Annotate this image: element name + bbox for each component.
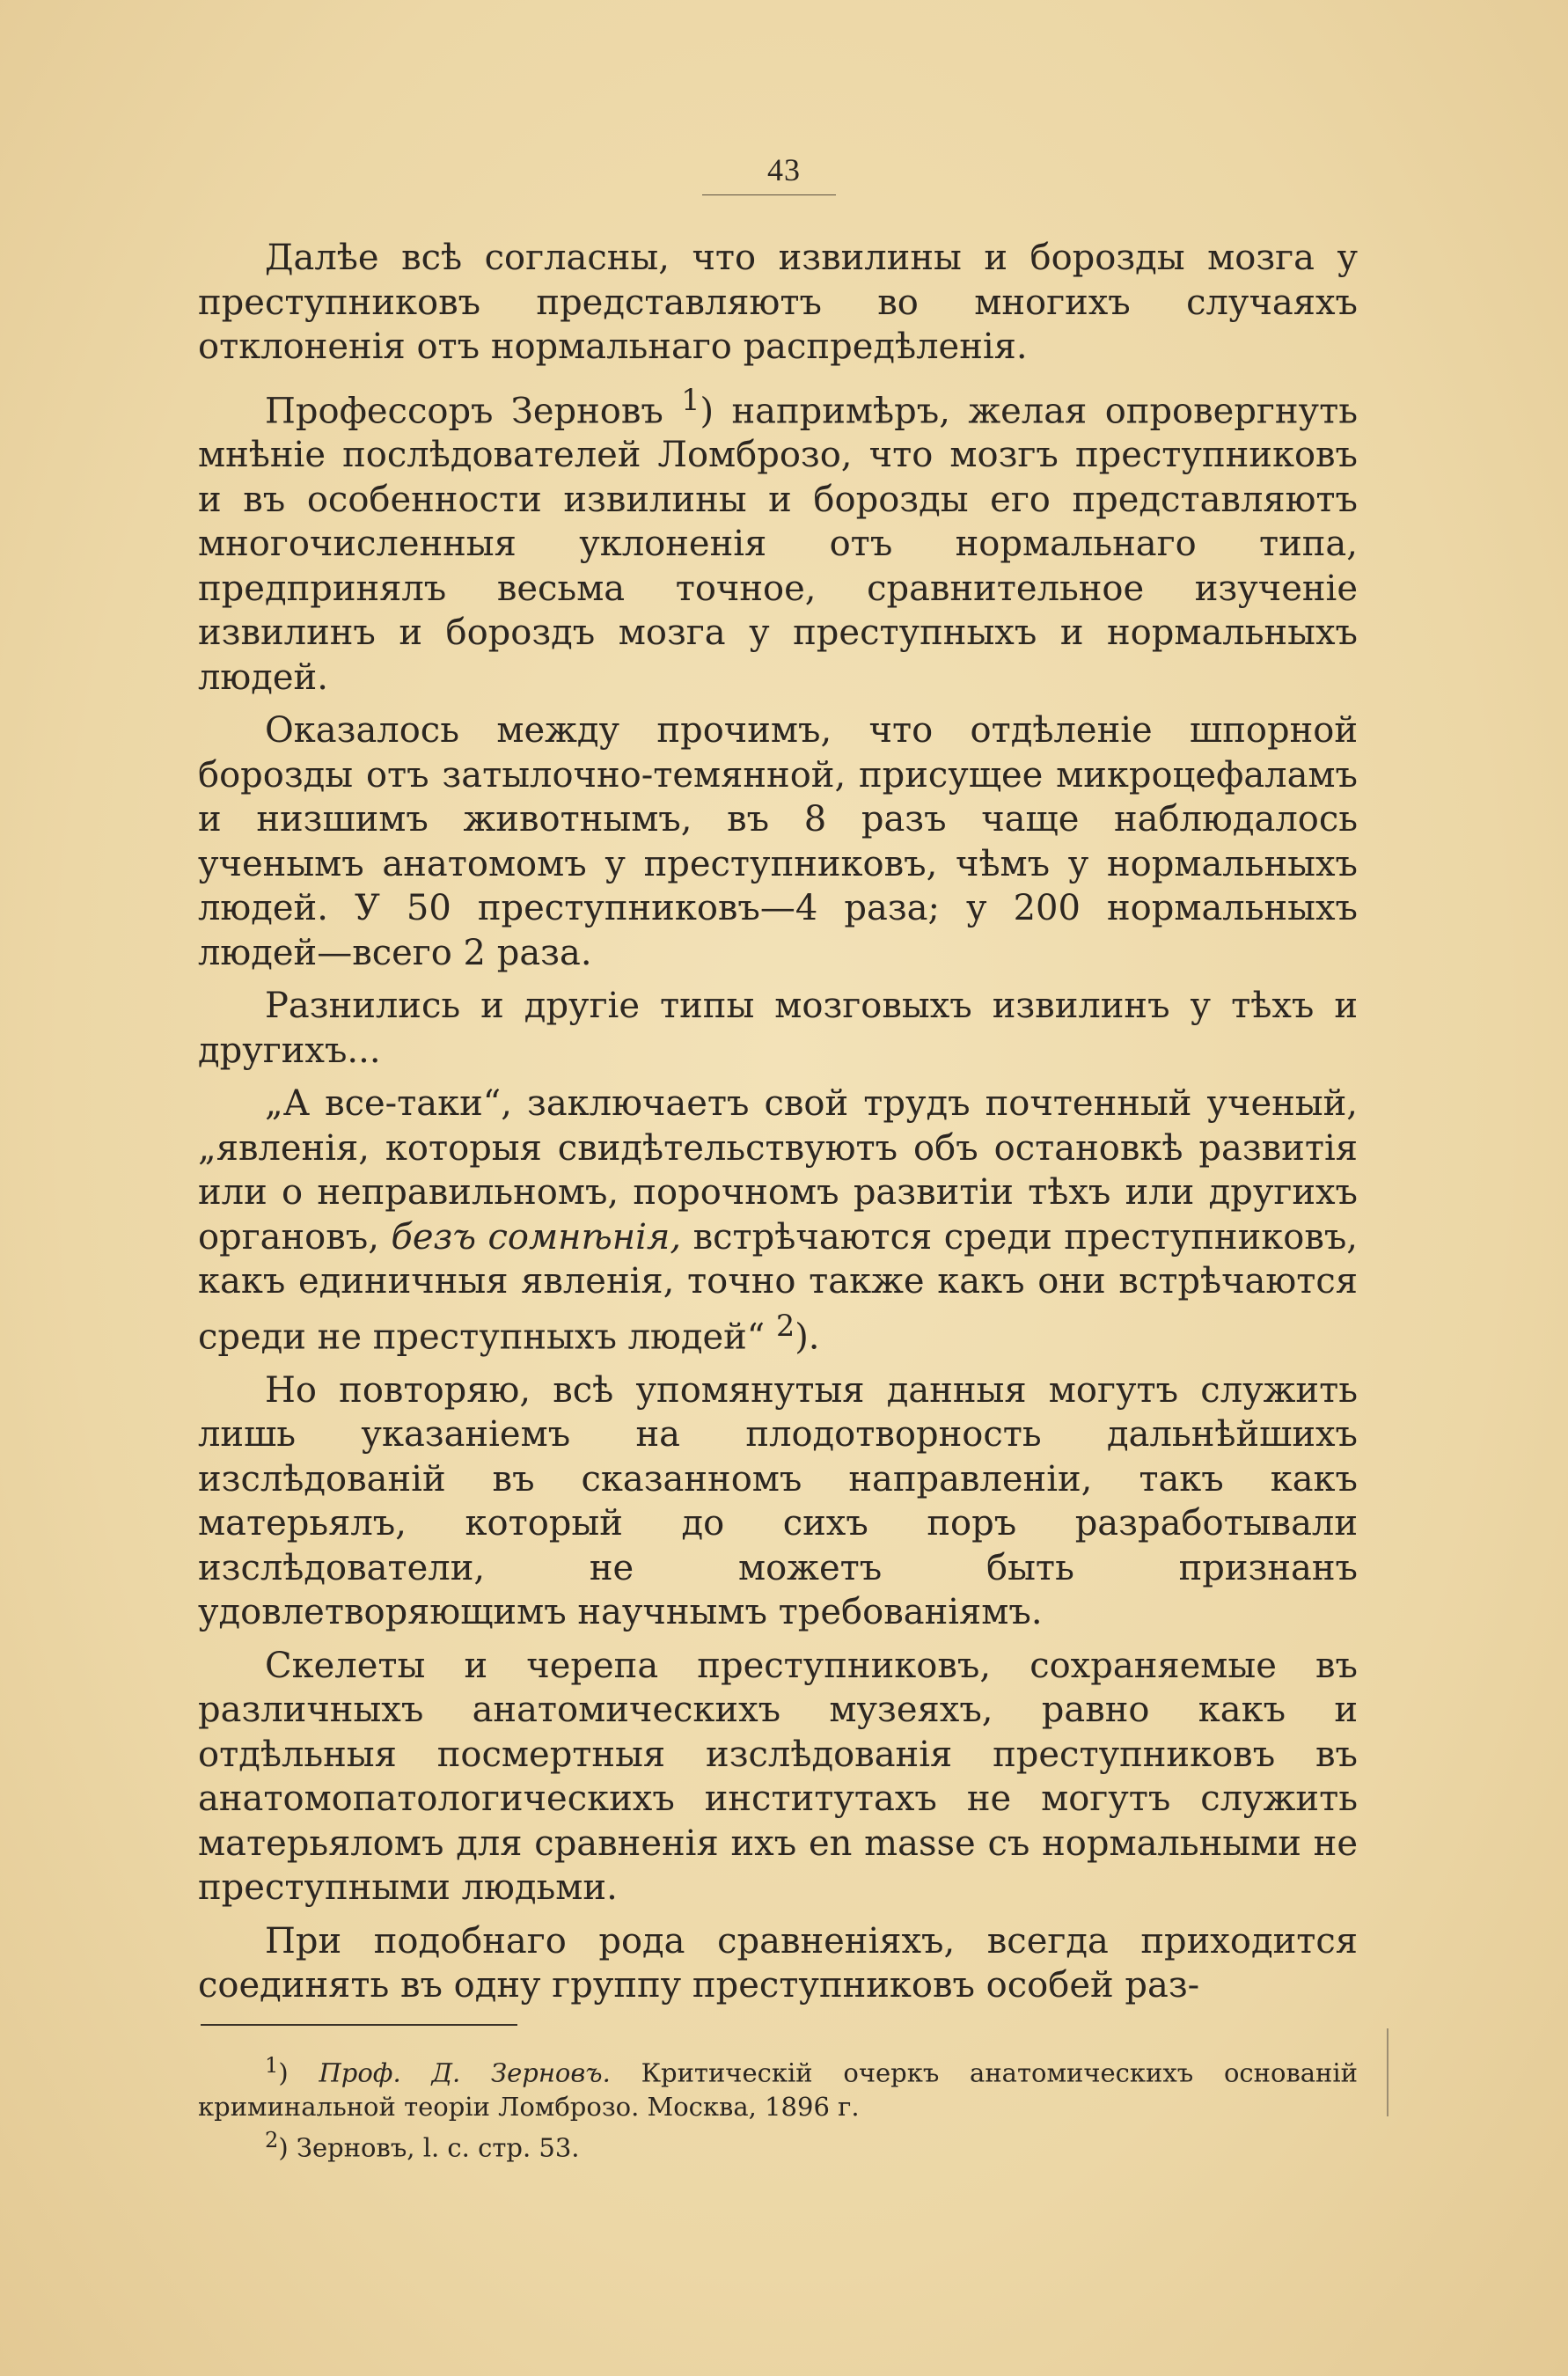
paragraph: Оказалось между прочимъ, что отдѣленіе шпорной борозды отъ затылочно-темянной, присущее микроцефаламъ и низшимъ животнымъ, въ 8 разъ чаще наблюдалось ученымъ анатомомъ у преступниковъ, чѣмъ у нормальныхъ людей. У 50 преступниковъ—4 раза; у 200 нормальныхъ людей—всего 2 раза.	[198, 710, 1358, 973]
footnote-author: Проф. Д. Зерновъ.	[319, 2057, 611, 2088]
footnote-marker: 1	[265, 2053, 279, 2078]
footnotes	[198, 2049, 1358, 2164]
paragraph: Но повторяю, всѣ упомянутыя данныя могутъ служить лишь указаніемъ на плодотворность дальнѣйшихъ изслѣдованій въ сказанномъ направленіи, такъ какъ матерьялъ, который до сихъ поръ разработывали изслѣдователи, не можетъ быть признанъ удовлетворяющимъ научнымъ требованіямъ.	[198, 1369, 1358, 1633]
paragraph: Профессоръ Зерновъ $^1$) напримѣръ, желая опровергнуть мнѣніе послѣдователей Ломброзо, что мозгъ преступниковъ и въ особенности извилины и борозды его представляютъ многочисленныя уклоненія отъ нормальнаго типа, предпринялъ весьма точное, сравнительное изученіе извилинъ и бороздъ мозга у преступныхъ и нормальныхъ людей.	[198, 382, 1358, 698]
paragraph: Далѣе всѣ согласны, что извилины и борозды мозга у преступниковъ представляютъ во многихъ случаяхъ отклоненія отъ нормальнаго распредѣленія.	[198, 238, 1358, 367]
footnote-reference: 2	[775, 1308, 795, 1343]
page-number-rule	[702, 194, 836, 195]
italic-phrase: безъ сомнѣнія,	[391, 1216, 682, 1258]
page-number: 43	[767, 152, 801, 187]
body-text	[198, 236, 1358, 2008]
paragraph: „А все-таки“, заключаетъ свой трудъ почтенный ученый, „явленія, которыя свидѣтельствуютъ объ остановкѣ развитія или о неправильномъ, порочномъ развитіи тѣхъ или другихъ органовъ, безъ сомнѣнія, встрѣчаются среди преступниковъ, какъ единичныя явленія, точно также какъ они встрѣчаются среди не преступныхъ людей“ $^2$).	[198, 1083, 1359, 1358]
footnote: $^1$) Проф. Д. Зерновъ. Критическій очеркъ анатомическихъ основаній криминальной теоріи Ломброзо. Москва, 1896 г.	[198, 2053, 1358, 2122]
margin-mark	[1387, 2028, 1388, 2116]
footnote-marker: 2	[265, 2127, 279, 2152]
paragraph: При подобнаго рода сравненіяхъ, всегда приходится соединять въ одну группу преступниковъ особей раз-	[198, 1920, 1358, 2006]
footnote: $^2$) Зерновъ, l. c. стр. 53.	[265, 2127, 580, 2163]
footnote-separator	[201, 2024, 517, 2026]
paragraph: Разнились и другіе типы мозговыхъ извилинъ у тѣхъ и другихъ...	[198, 986, 1358, 1071]
footnote-reference: 1	[681, 382, 700, 417]
paragraph: Скелеты и черепа преступниковъ, сохраняемые въ различныхъ анатомическихъ музеяхъ, равно какъ и отдѣльныя посмертныя изслѣдованія преступниковъ въ анатомопатологическихъ институтахъ не могутъ служить матерьяломъ для сравненія ихъ en masse съ нормальными не преступными людьми.	[198, 1645, 1358, 1909]
